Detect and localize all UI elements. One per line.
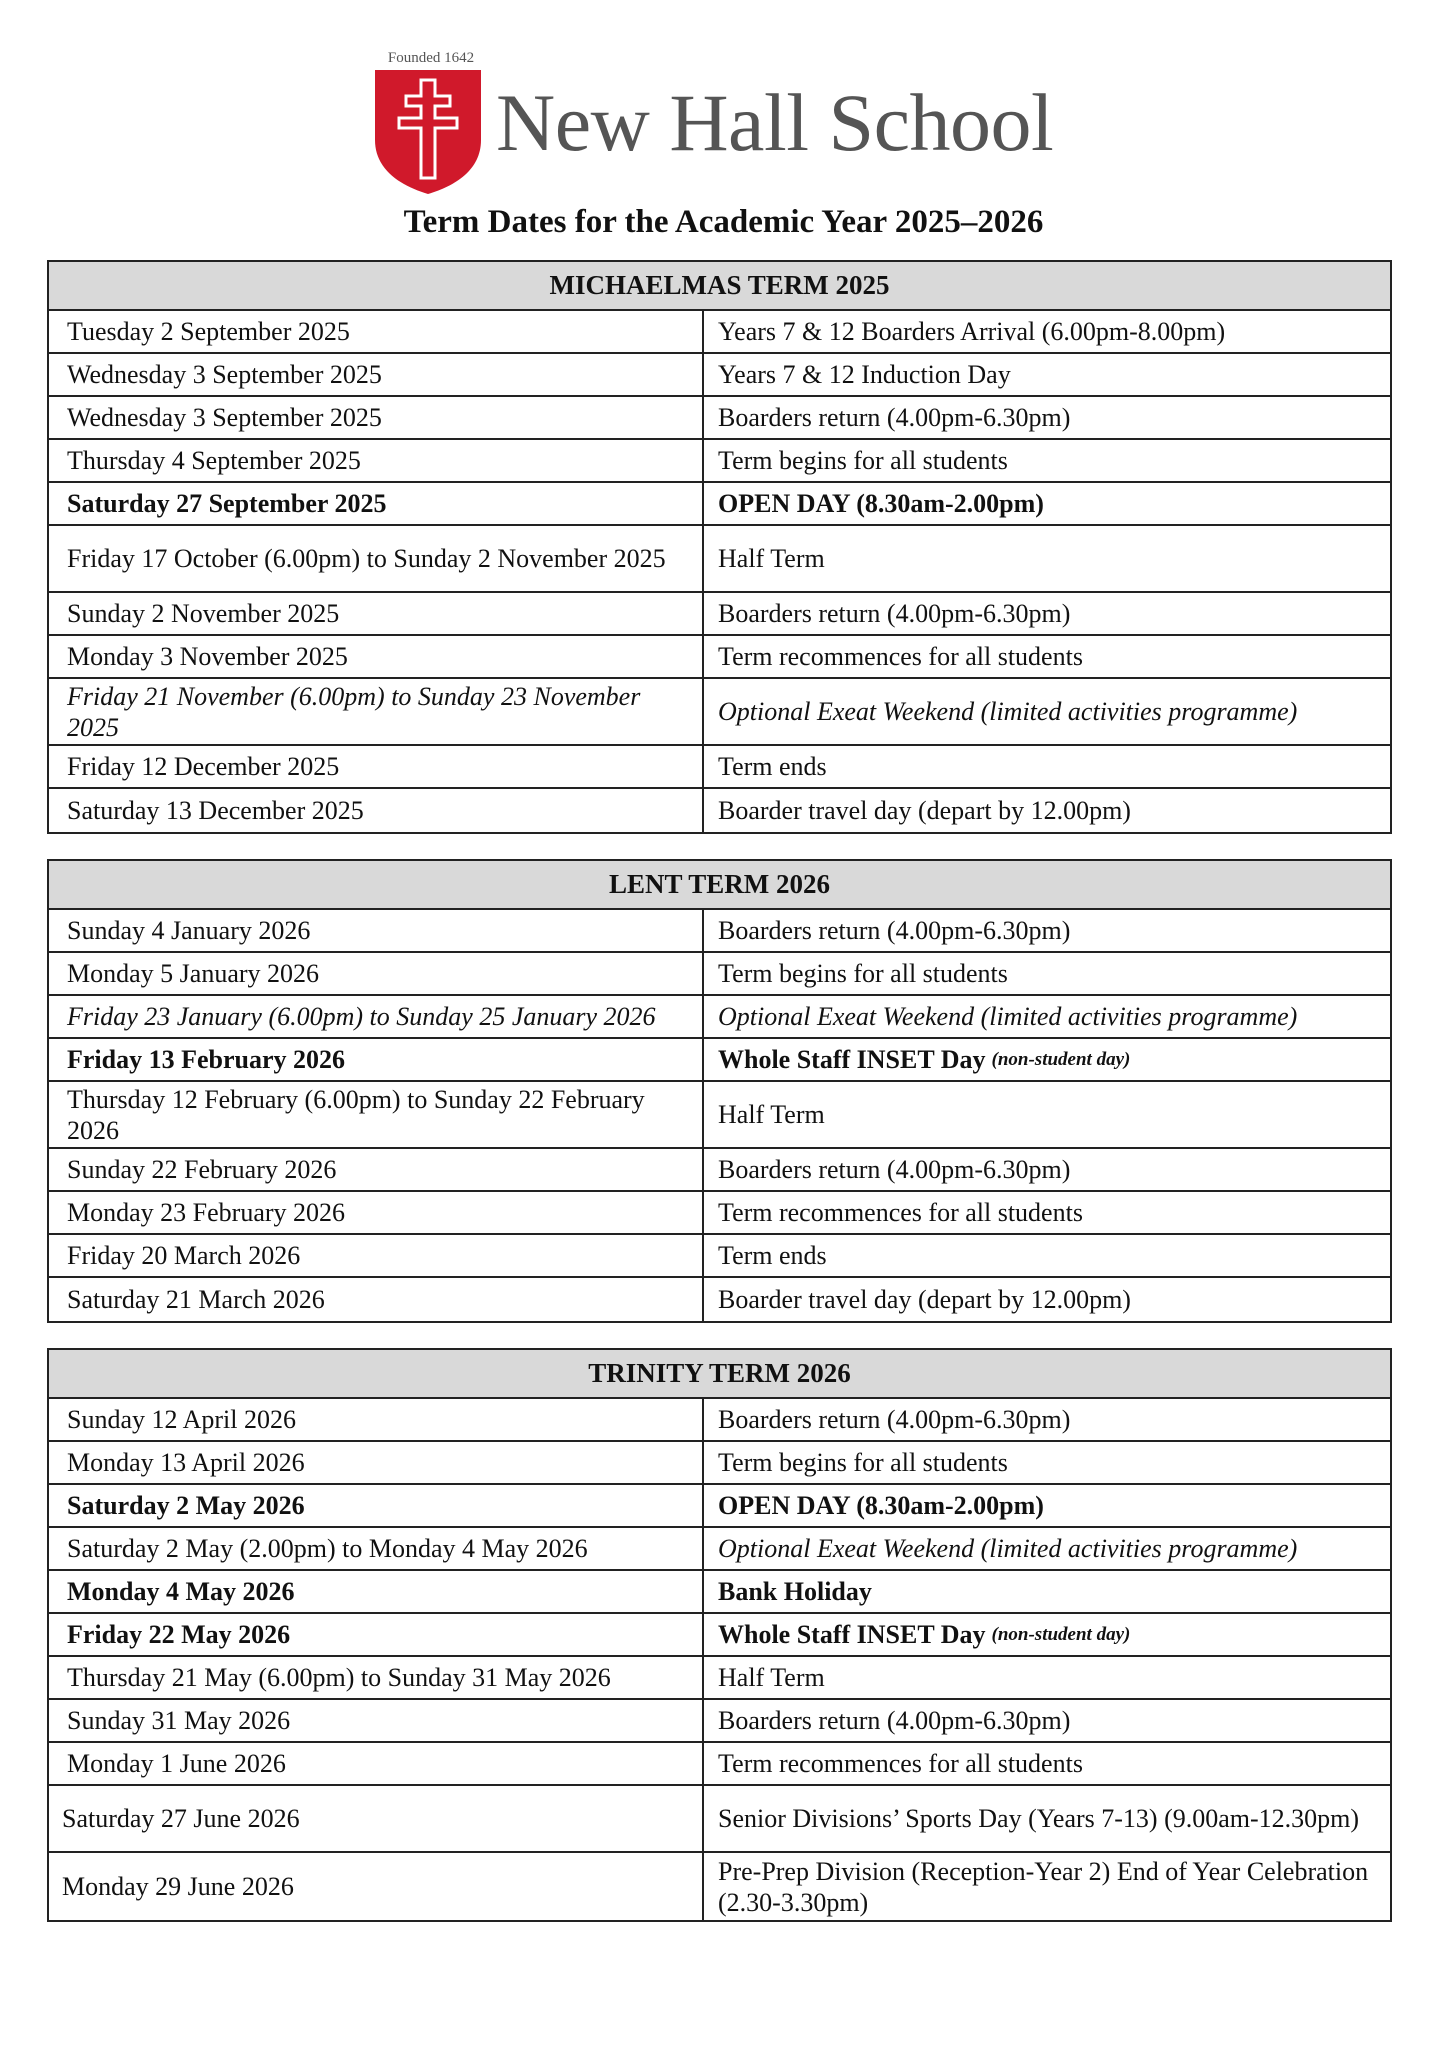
date-cell: Monday 5 January 2026 (49, 953, 704, 994)
event-cell: Boarders return (4.00pm-6.30pm) (718, 1706, 1071, 1735)
date-cell: Friday 12 December 2025 (49, 746, 704, 787)
table-row-exeat (49, 679, 1390, 746)
founded-label: Founded 1642 (387, 50, 475, 66)
table-row-inset (49, 1614, 1390, 1657)
event-cell: OPEN DAY (8.30am-2.00pm) (718, 1491, 1044, 1520)
event-cell: Half Term (718, 544, 825, 573)
event-cell: Optional Exeat Weekend (limited activities programme) (718, 1534, 1298, 1563)
date-cell: Friday 23 January (6.00pm) to Sunday 25 January 2026 (49, 996, 704, 1037)
table-row (49, 1278, 1390, 1321)
term-header: LENT TERM 2026 (49, 861, 1390, 910)
table-row (49, 1235, 1390, 1278)
event-note: (non-student day) (991, 1624, 1131, 1645)
event-cell: Term ends (718, 752, 827, 781)
date-cell: Sunday 12 April 2026 (49, 1399, 704, 1440)
event-cell: Optional Exeat Weekend (limited activities programme) (718, 697, 1298, 726)
date-cell: Sunday 4 January 2026 (49, 910, 704, 951)
event-cell: Term begins for all students (718, 959, 1008, 988)
school-logo (372, 48, 1092, 198)
date-cell: Friday 17 October (6.00pm) to Sunday 2 November 2025 (49, 526, 704, 591)
event-cell: Term recommences for all students (718, 1749, 1083, 1778)
date-cell: Saturday 27 June 2026 (49, 1786, 704, 1851)
table-row (49, 1192, 1390, 1235)
page-title: Term Dates for the Academic Year 2025–2026 (403, 204, 1044, 240)
table-row-bank-holiday (49, 1571, 1390, 1614)
event-cell: Boarders return (4.00pm-6.30pm) (718, 599, 1071, 628)
term-header: MICHAELMAS TERM 2025 (49, 262, 1390, 311)
table-row (49, 789, 1390, 832)
event-note: (non-student day) (991, 1049, 1131, 1070)
event-cell: OPEN DAY (8.30am-2.00pm) (718, 489, 1044, 518)
table-row-half-term (49, 526, 1390, 593)
date-cell: Wednesday 3 September 2025 (49, 354, 704, 395)
date-cell: Monday 4 May 2026 (49, 1571, 704, 1612)
date-cell: Friday 13 February 2026 (49, 1039, 704, 1080)
event-cell: Boarders return (4.00pm-6.30pm) (718, 403, 1071, 432)
event-cell: Boarder travel day (depart by 12.00pm) (718, 796, 1131, 825)
event-cell: Optional Exeat Weekend (limited activities programme) (718, 1002, 1298, 1031)
term-table-lent (47, 859, 1392, 1323)
date-cell: Monday 29 June 2026 (49, 1853, 704, 1920)
table-row-exeat (49, 1528, 1390, 1571)
table-row (49, 593, 1390, 636)
date-cell: Tuesday 2 September 2025 (49, 311, 704, 352)
event-cell: Boarders return (4.00pm-6.30pm) (718, 1155, 1071, 1184)
table-row (49, 1149, 1390, 1192)
table-row-open-day (49, 1485, 1390, 1528)
table-row (49, 397, 1390, 440)
table-row (49, 746, 1390, 789)
date-cell: Sunday 31 May 2026 (49, 1700, 704, 1741)
table-row (49, 1743, 1390, 1786)
date-cell: Saturday 21 March 2026 (49, 1278, 704, 1321)
term-table-michaelmas (47, 260, 1392, 834)
event-cell: Term recommences for all students (718, 642, 1083, 671)
event-cell (704, 1614, 1390, 1655)
table-row-half-term (49, 1657, 1390, 1700)
date-cell: Friday 22 May 2026 (49, 1614, 704, 1655)
event-cell: Half Term (718, 1663, 825, 1692)
table-row-exeat (49, 996, 1390, 1039)
event-cell: Term begins for all students (718, 446, 1008, 475)
event-cell: Term recommences for all students (718, 1198, 1083, 1227)
date-cell: Thursday 12 February (6.00pm) to Sunday 22 February 2026 (49, 1082, 704, 1147)
date-cell: Thursday 21 May (6.00pm) to Sunday 31 May 2026 (49, 1657, 704, 1698)
event-cell: Senior Divisions’ Sports Day (Years 7-13) (9.00am-12.30pm) (718, 1804, 1360, 1833)
table-row (49, 636, 1390, 679)
table-row-celebration (49, 1853, 1390, 1920)
table-row-inset (49, 1039, 1390, 1082)
table-row (49, 910, 1390, 953)
date-cell: Saturday 27 September 2025 (49, 483, 704, 524)
event-text: Whole Staff INSET Day (718, 1045, 986, 1074)
date-cell: Saturday 2 May 2026 (49, 1485, 704, 1526)
date-cell: Monday 13 April 2026 (49, 1442, 704, 1483)
event-cell: Years 7 & 12 Boarders Arrival (6.00pm-8.00pm) (718, 317, 1226, 346)
event-cell: Term ends (718, 1241, 827, 1270)
date-cell: Monday 3 November 2025 (49, 636, 704, 677)
table-row (49, 1399, 1390, 1442)
event-cell: Term begins for all students (718, 1448, 1008, 1477)
date-cell: Monday 23 February 2026 (49, 1192, 704, 1233)
term-table-trinity (47, 1348, 1392, 1922)
date-cell: Monday 1 June 2026 (49, 1743, 704, 1784)
table-row-half-term (49, 1082, 1390, 1149)
date-cell: Saturday 2 May (2.00pm) to Monday 4 May 2026 (49, 1528, 704, 1569)
table-row (49, 1442, 1390, 1485)
table-row (49, 440, 1390, 483)
event-cell: Pre-Prep Division (Reception-Year 2) End of Year Celebration (2.30-3.30pm) (718, 1856, 1369, 1917)
table-row (49, 311, 1390, 354)
event-cell: Bank Holiday (718, 1577, 872, 1606)
date-cell: Friday 20 March 2026 (49, 1235, 704, 1276)
event-cell: Boarder travel day (depart by 12.00pm) (718, 1285, 1131, 1314)
event-text: Whole Staff INSET Day (718, 1620, 986, 1649)
term-header: TRINITY TERM 2026 (49, 1350, 1390, 1399)
table-row (49, 354, 1390, 397)
shield-cross-icon (375, 70, 481, 194)
event-cell: Boarders return (4.00pm-6.30pm) (718, 1405, 1071, 1434)
table-row-sports-day (49, 1786, 1390, 1853)
event-cell: Boarders return (4.00pm-6.30pm) (718, 916, 1071, 945)
event-cell: Half Term (718, 1100, 825, 1129)
event-cell: Years 7 & 12 Induction Day (718, 360, 1011, 389)
table-row (49, 953, 1390, 996)
date-cell: Thursday 4 September 2025 (49, 440, 704, 481)
date-cell: Sunday 22 February 2026 (49, 1149, 704, 1190)
date-cell: Saturday 13 December 2025 (49, 789, 704, 832)
date-cell: Wednesday 3 September 2025 (49, 397, 704, 438)
table-row (49, 1700, 1390, 1743)
date-cell: Sunday 2 November 2025 (49, 593, 704, 634)
event-cell (704, 1039, 1390, 1080)
school-name: New Hall School (496, 77, 1054, 168)
table-row-open-day (49, 483, 1390, 526)
date-cell: Friday 21 November (6.00pm) to Sunday 23 November 2025 (49, 679, 704, 744)
